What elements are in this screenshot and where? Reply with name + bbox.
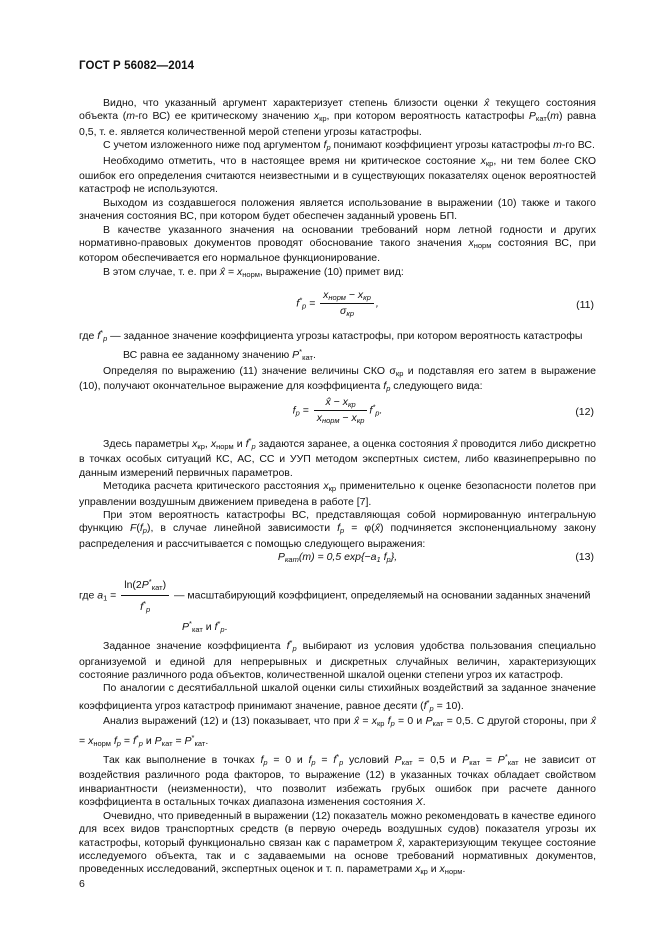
equation-13: $P_{кат}(m) = 0,5$ $\exp\{-a_1$ $f_p$}, (13) bbox=[277, 551, 594, 564]
equation-12: $f_p$ = $\frac{x̂ - x_{кр}}{x_{норм} - x_{кр}}$ $f^*_p$. (12) bbox=[292, 396, 594, 425]
text-block-2 bbox=[79, 326, 596, 396]
equation-11: $f^*_p$ = $\frac{x_{норм} - x_{кр}}{\sigma_{кр}}$ , (11) bbox=[296, 289, 594, 318]
paragraph-17: Очевидно, что приведенный в выражении (12) показатель можно рекомендовать в качестве единого для всех видов транспортных средств (в первую очередь воздушных судов) показателя угрозы их катастрофы, который функционально связан как с параметром x̂, характеризующим текущее состояние исследуемого объекта, так и с задаваемыми на основе требований нормативных документов, проведенных исследований, экспертных оценок и т. п. параметрами $x_{кр}$ и $x_{норм}$. bbox=[79, 809, 597, 877]
equation-11-label: (11) bbox=[576, 299, 594, 311]
paragraph-1: Видно, что указанный аргумент характеризует степень близости оценки x̂ текущего состояния объекта (m-го ВС) ее критическому значению $x_{кр}$, при котором вероятность катастрофы $P_{кат}(m)$ равна 0,5, т. е. является количественной мерой степени угрозы катастрофы. bbox=[79, 97, 596, 138]
text-block-3 bbox=[79, 434, 596, 551]
paragraph-13: Заданное значение коэффициента $f^*_p$ выбирают из условия удобства пользования специально организуемой и единой для непрерывных и дискретных случайных величин, характеризующих состояние различного рода объектов, количественной шкалой оценки степени угроз их катастроф. bbox=[79, 638, 596, 682]
paragraph-9: Здесь параметры $x_{кр}$, $x_{норм}$ и $f^*_p$ задаются заранее, а оценка состояния x̂ проводится либо дискретно в точках особых ситуаций КС, АС, СС и УУП методом экспертных систем, либо квазинепрерывно по данным измерений первичных параметров. bbox=[79, 436, 596, 479]
paragraph-10: Методика расчета критического расстояния $x_{кр}$ применительно к оценке безопасности полетов при управлении воздушным движением приведена в работе [7]. bbox=[79, 480, 596, 508]
paragraph-8: Определяя по выражению (11) значение величины СКО $\sigma_{кр}$ и подставляя его затем в выражение (10), получают окончательное выражение для коэффициента $f_p$ следующего вида: bbox=[79, 364, 597, 394]
text-block-1 bbox=[79, 97, 596, 281]
paragraph-11: При этом вероятность катастрофы ВС, представляющая собой нормированную интегральную функцию $F(f_p)$, в случае линейной зависимости $f_p$ = φ(x̂) подчиняется экспоненциальному закону распределения и рассчитывается с помощью следующего выражения: bbox=[79, 509, 596, 550]
paragraph-14: По аналогии с десятибалльной шкалой оценки силы стихийных воздействий за заданное значение коэффициента угроз катастроф принимают значение, равное десяти $(f^*_p = 10)$. bbox=[79, 682, 596, 713]
paragraph-6: В этом случае, т. е. при x̂ = $x_{норм}$, выражение (10) примет вид: bbox=[103, 265, 404, 279]
equation-12-label: (12) bbox=[575, 406, 594, 418]
equation-13-label: (13) bbox=[575, 551, 594, 563]
paragraph-12: где $a_1$ = $\frac{\ln(2P^*_{кат})}{f^*_p}$ — масштабирующий коэффициент, определяемый на основании заданных значений $P^*_{кат}$ и $f^*_p$. bbox=[79, 577, 591, 634]
paragraph-4: Выходом из создавшегося положения является использование в выражении (10) также и такого значения состояния ВС, при котором будет обеспечен заданный уровень БП. bbox=[79, 196, 596, 223]
paragraph-7: где $f^*_p$ — заданное значение коэффициента угрозы катастрофы, при котором вероятность катастрофы ВС равна ее заданному значению $P^*_{кат}$. bbox=[79, 328, 583, 363]
paragraph-2: С учетом изложенного ниже под аргументом $f_p$ понимают коэффициент угрозы катастрофы m-го ВС. bbox=[103, 139, 595, 153]
page-number: 6 bbox=[79, 878, 85, 890]
paragraph-5: В качестве указанного значения на основании требований норм летной годности и других нормативно-правовых документов проводят обоснование такого значения $x_{норм}$ состояния ВС, при котором обеспечивается его нормальное функционирование. bbox=[79, 223, 596, 265]
text-block-4 bbox=[79, 575, 596, 879]
paragraph-3: Необходимо отметить, что в настоящее время ни критическое состояние $x_{кр}$, ни тем более СКО ошибок его определения считаются неизвестными и в существующих показателях оценок вероятностей катастроф не используются. bbox=[79, 154, 596, 196]
paragraph-15: Анализ выражений (12) и (13) показывает, что при x̂ = $x_{кр}$ $f_p = 0$ и $P_{кат} = 0,5$. С другой стороны, при x̂ = $x_{норм}$ $f_p = f^*_p$ и $P_{кат} = P^*_{кат}$. bbox=[79, 715, 596, 748]
document-header: ГОСТ Р 56082—2014 bbox=[79, 60, 195, 72]
paragraph-16: Так как выполнение в точках $f_p = 0$ и $f_p = f^*_p$ условий $P_{кат} = 0,5$ и $P_{кат} = P^*_{кат}$ не зависит от воздействия различного рода факторов, то выражение (12) в указанных точках обладает свойством инвариантности (неизменности), что позволит избежать грубых ошибок при расчете данного коэффициента в остальных точках диапазона изменения состояния X. bbox=[79, 752, 597, 809]
